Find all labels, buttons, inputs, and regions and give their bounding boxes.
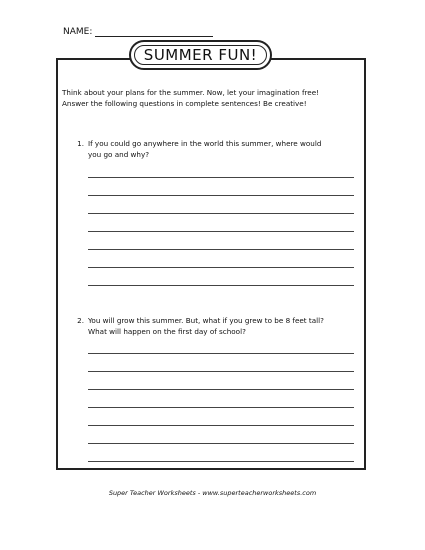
instructions — [62, 88, 362, 109]
question-1 — [74, 139, 364, 160]
question-2 — [74, 316, 364, 337]
question-2-text — [88, 316, 358, 337]
answer-1-line[interactable] — [88, 267, 354, 268]
question-1-line-2: you go and why? — [88, 149, 150, 159]
answer-1-line[interactable] — [88, 177, 354, 178]
instructions-line-2: Answer the following questions in complete sentences! Be creative! — [62, 98, 307, 108]
name-blank-line[interactable] — [95, 27, 213, 37]
answer-2-line[interactable] — [88, 389, 354, 390]
question-1-text — [88, 139, 358, 160]
name-field — [63, 27, 213, 37]
footer-credit: Super Teacher Worksheets - www.superteacherworksheets.com — [108, 489, 317, 497]
question-1-line-1: If you could go anywhere in the world this summer, where would — [88, 139, 322, 148]
answer-1-line[interactable] — [88, 213, 354, 214]
name-label: NAME: — [63, 27, 93, 37]
answer-1-line[interactable] — [88, 231, 354, 232]
worksheet-frame — [56, 58, 366, 470]
question-2-number: 2. — [77, 316, 84, 325]
question-1-number: 1. — [77, 139, 84, 148]
answer-2-line[interactable] — [88, 461, 354, 462]
page-title: SUMMER FUN! — [143, 46, 258, 64]
answer-2-line[interactable] — [88, 407, 354, 408]
answer-2-line[interactable] — [88, 443, 354, 444]
title-banner — [129, 40, 272, 70]
answer-2-line[interactable] — [88, 353, 354, 354]
answer-2-line[interactable] — [88, 425, 354, 426]
answer-1-line[interactable] — [88, 195, 354, 196]
question-2-line-2: What will happen on the first day of school? — [88, 326, 246, 336]
answer-1-line[interactable] — [88, 249, 354, 250]
answer-2-line[interactable] — [88, 371, 354, 372]
question-2-line-1: You will grow this summer. But, what if you grew to be 8 feet tall? — [88, 316, 324, 325]
answer-1-line[interactable] — [88, 285, 354, 286]
instructions-line-1: Think about your plans for the summer. Now, let your imagination free! — [62, 88, 320, 97]
